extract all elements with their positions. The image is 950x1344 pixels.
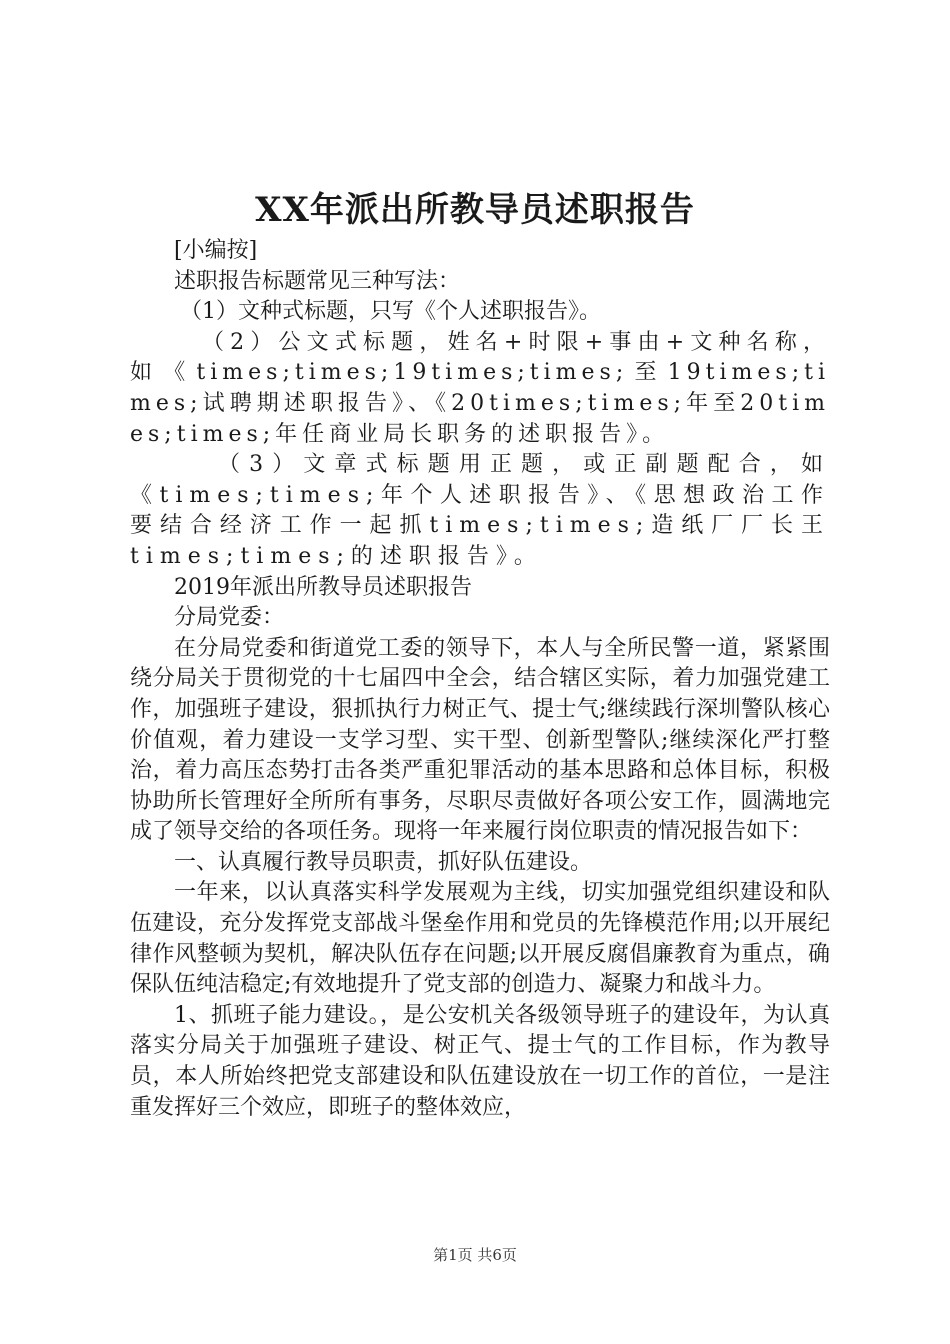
document-title: XX年派出所教导员述职报告 (255, 190, 695, 230)
paragraph-intro: 在分局党委和街道党工委的领导下，本人与全所民警一道，紧紧围绕分局关于贯彻党的十七届四中全会，结合辖区实际，着力加强党建工作，加强班子建设，狠抓执行力树正气、提士气;继续践行深圳警队核心价值观，着力建设一支学习型、实干型、创新型警队;继续深化严打整治，着力高压态势打击各类严重犯罪活动的基本思路和总体目标，积极协助所长管理好全所所有事务，尽职尽责做好各项公安工作，圆满地完成了领导交给的各项任务。现将一年来履行岗位职责的情况报告如下： (130, 635, 830, 845)
paragraph-style-1: （1）文种式标题，只写《个人述职报告》。 (180, 299, 601, 325)
paragraph-style-2: （2）公文式标题，姓名+时限+事由+文种名称，如《times;times;19times;times;至19times;times;试聘期述职报告》、《20times;times;年至20times;times;年任商业局长职务的述职报告》。 (130, 329, 830, 447)
section-heading-1: 一、认真履行教导员职责，抓好队伍建设。 (174, 849, 593, 875)
document-body (130, 236, 830, 1123)
salutation: 分局党委： (174, 605, 285, 631)
paragraph-title-styles-intro: 述职报告标题常见三种写法： (174, 268, 461, 294)
editor-note-label: [小编按] (174, 238, 258, 263)
report-heading: 2019年派出所教导员述职报告 (174, 574, 472, 600)
page-number-footer: 第1页 共6页 (433, 1246, 517, 1264)
paragraph-style-3: （3）文章式标题用正题，或正副题配合，如《times;times;年个人述职报告》、《思想政治工作要结合经济工作一起抓times;times;造纸厂厂长王times;times;的述职报告》。 (130, 452, 830, 569)
paragraph-section-1: 一年来，以认真落实科学发展观为主线，切实加强党组织建设和队伍建设，充分发挥党支部战斗堡垒作用和党员的先锋模范作用;以开展纪律作风整顿为契机，解决队伍存在问题;以开展反腐倡廉教育为重点，确保队伍纯洁稳定;有效地提升了党支部的创造力、凝聚力和战斗力。 (130, 880, 830, 998)
paragraph-subsection-1: 1、抓班子能力建设。，是公安机关各级领导班子的建设年，为认真落实分局关于加强班子建设、树正气、提士气的工作目标，作为教导员，本人所始终把党支部建设和队伍建设放在一切工作的首位，一是注重发挥好三个效应，即班子的整体效应， (130, 1002, 830, 1120)
